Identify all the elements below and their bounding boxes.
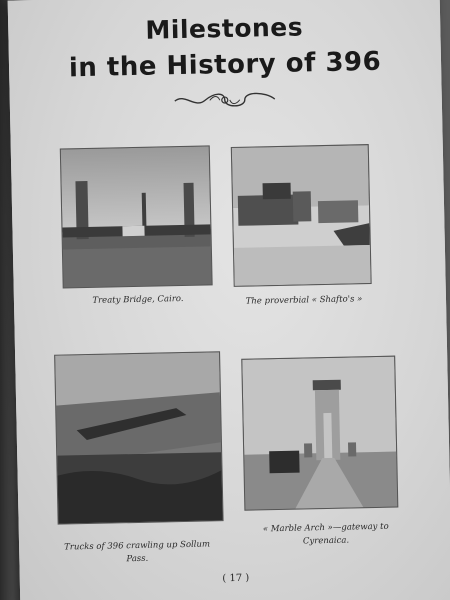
photo-treaty-bridge xyxy=(61,146,212,287)
photo-sollum-pass xyxy=(55,352,222,523)
caption-shaftos: The proverbial « Shafto's » xyxy=(245,294,363,307)
book-page xyxy=(8,0,450,600)
page-number: ( 17 ) xyxy=(222,572,250,585)
photo-marble-arch xyxy=(242,357,397,510)
page-title-line1: Milestones xyxy=(145,12,304,45)
caption-marble-arch: « Marble Arch »—gateway to Cyrenaica. xyxy=(262,521,389,547)
photo-shaftos xyxy=(232,145,371,286)
caption-treaty-bridge: Treaty Bridge, Cairo. xyxy=(92,293,184,306)
caption-sollum-pass: Trucks of 396 crawling up Sollum Pass. xyxy=(64,539,211,565)
ornament-flourish-icon xyxy=(170,89,280,111)
page-title-line2: in the History of 396 xyxy=(68,46,382,84)
